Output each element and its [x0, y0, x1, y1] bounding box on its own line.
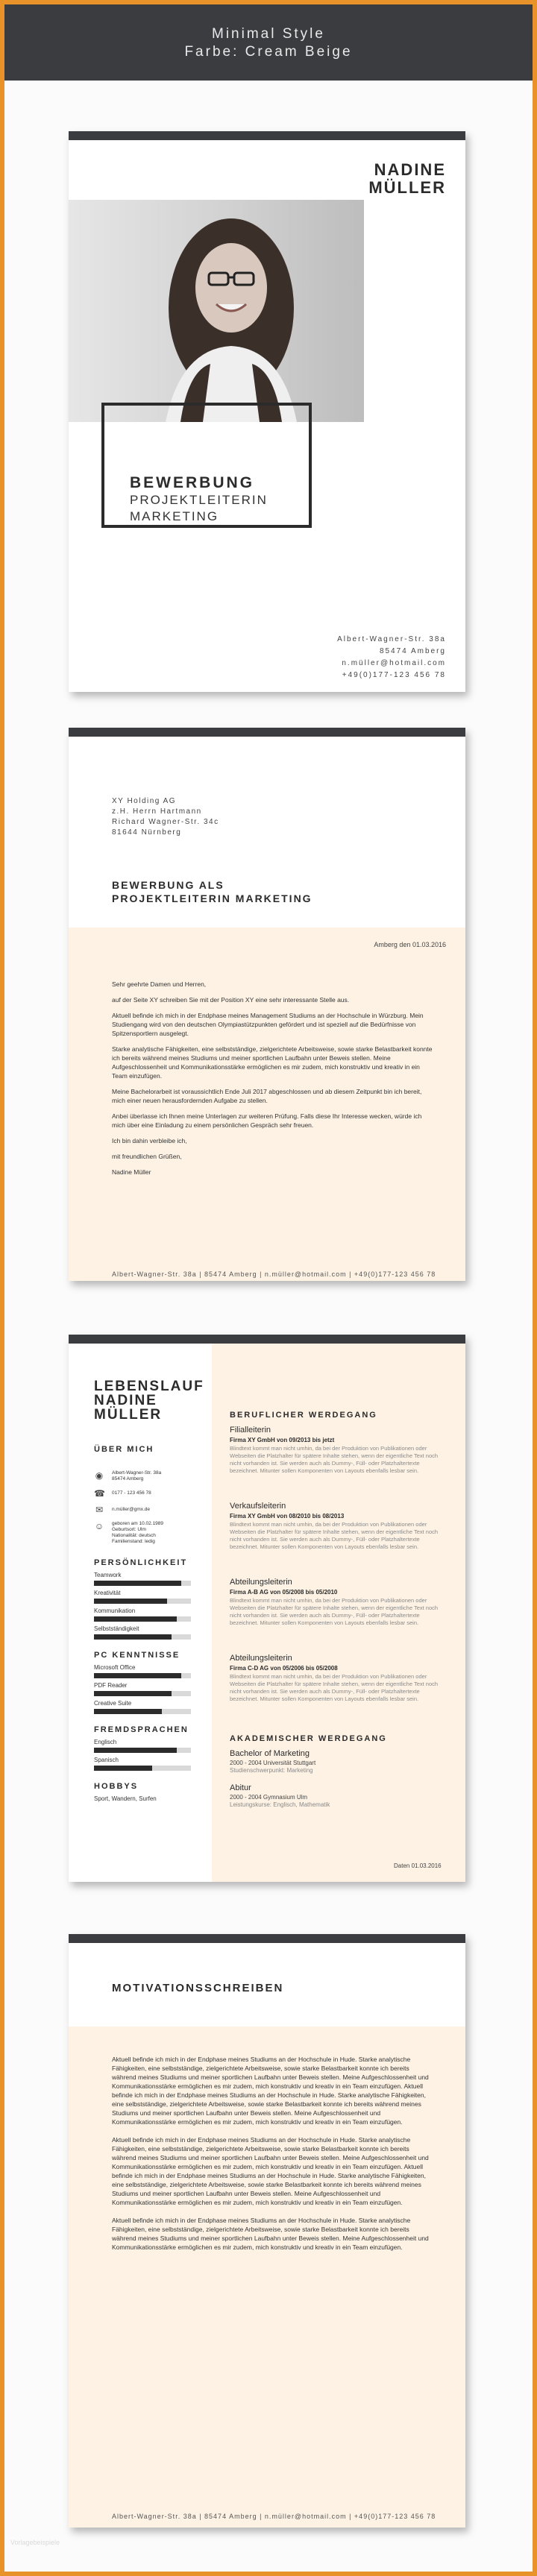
skill-label: Microsoft Office	[94, 1664, 136, 1671]
cover-name	[368, 161, 446, 197]
cover-address	[337, 634, 446, 681]
skill-bar	[94, 1616, 191, 1622]
languages-heading: FREMDSPRACHEN	[94, 1725, 189, 1734]
cover-heading: BEWERBUNG	[130, 474, 254, 491]
letter-signature: Nadine Müller	[112, 1168, 151, 1176]
motivation-page	[69, 1934, 465, 2528]
about-line: 85474 Amberg	[112, 1476, 144, 1481]
recipient-contact: z.H. Herrn Hartmann	[112, 807, 202, 816]
cover-letter-page	[69, 728, 465, 1281]
about-phone: 0177 - 123 456 78	[112, 1490, 151, 1496]
job-title: Abteilungsleiterin	[230, 1578, 292, 1587]
location-icon: ◉	[95, 1470, 104, 1481]
skill-label: PDF Reader	[94, 1682, 128, 1689]
banner-title: Minimal Style	[212, 26, 325, 42]
cv-title-line2: NADINE	[94, 1393, 157, 1408]
job-description: Blindtext kommt man nicht umhin, da bei der Produktion von Publikationen oder Webseiten die Platzhalter für spätere Inhalte stehen, wenn der eigentliche Text noch nicht vorhanden ist. Sie werden auch als Dummy-, Füll- oder Platzhaltertexte bezeichnet. Mitunter sollen Komponenten von Layouts ebenfalls lesbar sein.	[230, 1521, 439, 1550]
about-line: Geburtsort: Ulm	[112, 1527, 146, 1532]
hobbies-heading: HOBBYS	[94, 1782, 139, 1791]
edu-title: Abitur	[230, 1783, 251, 1792]
mail-icon: ✉	[95, 1505, 104, 1515]
cover-position-line2: MARKETING	[130, 509, 219, 523]
recipient-address	[112, 796, 219, 838]
address-phone: +49(0)177-123 456 78	[342, 671, 446, 679]
job-title: Abteilungsleiterin	[230, 1654, 292, 1663]
skill-label: Creative Suite	[94, 1700, 132, 1707]
edu-line: Leistungskurse: Englisch, Mathematik	[230, 1801, 330, 1808]
edu-line: Studienschwerpunkt: Marketing	[230, 1767, 313, 1774]
skill-bar	[94, 1581, 191, 1586]
letter-paragraph: auf der Seite XY schreiben Sie mit der Position XY eine sehr interessante Stelle aus.	[112, 996, 350, 1004]
person-icon: ☺	[94, 1521, 104, 1531]
cv-page	[69, 1335, 465, 1882]
skill-bar	[94, 1709, 191, 1714]
motivation-paragraph: Aktuell befinde ich mich in der Endphase meines Studiums an der Hochschule in Hude. Starke analytische Fähigkeiten, eine selbstständige, zielgerichtete Arbeitsweise, sowie starke Belastbarkeit konnte ich bereits während meines Studiums und meiner sportlichen Laufbahn unter Beweis stellen. Meine Aufgeschlossenheit und Kommunikationsstärke ermöglichen es mir zudem, mich konstruktiv und kreativ in ein Team einzufügen. Aktuell befinde ich mich in der Endphase meines Studiums an der Hochschule in Hude. Starke analytische Fähigkeiten, eine selbstständige, zielgerichtete Arbeitsweise, sowie starke Belastbarkeit konnte ich bereits während meines Studiums und meiner sportlichen Laufbahn unter Beweis stellen. Meine Aufgeschlossenheit und Kommunikationsstärke ermöglichen es mir zudem, mich konstruktiv und kreativ in ein Team einzufügen.	[112, 2136, 429, 2206]
letter-closing: mit freundlichen Grüßen,	[112, 1153, 182, 1160]
about-heading: ÜBER MICH	[94, 1445, 154, 1454]
education-heading: AKADEMISCHER WERDEGANG	[230, 1734, 387, 1743]
cv-date: Daten 01.03.2016	[394, 1862, 442, 1869]
job-company: Firma C-D AG von 05/2006 bis 05/2008	[230, 1665, 338, 1672]
motivation-footer: Albert-Wagner-Str. 38a | 85474 Amberg | n.müller@hotmail.com | +49(0)177-123 456 78	[112, 2513, 436, 2520]
letter-footer: Albert-Wagner-Str. 38a | 85474 Amberg | n.müller@hotmail.com | +49(0)177-123 456 78	[112, 1270, 436, 1278]
motivation-title: MOTIVATIONSSCHREIBEN	[112, 1982, 284, 1994]
skill-label: Kommunikation	[94, 1607, 136, 1614]
motivation-body-area	[69, 2027, 465, 2528]
cv-sidebar	[69, 1344, 212, 1882]
phone-icon: ☎	[94, 1488, 105, 1499]
letter-paragraph: Starke analytische Fähigkeiten, eine selbstständige, zielgerichtete Arbeitsweise, sowie starke Belastbarkeit konnte ich bereits während meines Studiums und meiner sportlichen Laufbahn unter Beweis stellen. Meine Aufgeschlossenheit und Kommunikationsstärke ermöglichen es mir zudem, mich konstruktiv und kreativ in ein Team einzufügen.	[112, 1045, 433, 1080]
banner-subtitle: Farbe: Cream Beige	[184, 44, 353, 60]
skill-label: Kreativität	[94, 1590, 121, 1596]
about-address	[112, 1470, 161, 1482]
skill-bar	[94, 1766, 191, 1771]
cover-page	[69, 131, 465, 692]
cover-position-line1: PROJEKTLEITERIN	[130, 493, 268, 507]
watermark: Vorlagebeispiele	[10, 2539, 60, 2546]
job-description: Blindtext kommt man nicht umhin, da bei der Produktion von Publikationen oder Webseiten die Platzhalter für spätere Inhalte stehen, wenn der eigentliche Text noch nicht vorhanden ist. Sie werden auch als Dummy-, Füll- oder Platzhaltertexte bezeichnet. Mitunter sollen Komponenten von Layouts ebenfalls lesbar sein.	[230, 1597, 439, 1626]
skill-bar	[94, 1748, 191, 1753]
work-heading: BERUFLICHER WERDEGANG	[230, 1411, 377, 1420]
title-banner	[4, 4, 533, 81]
about-personal	[112, 1521, 163, 1545]
letter-paragraph: Aktuell befinde ich mich in der Endphase meines Management Studiums an der Hochschule in Würzburg. Mein Studiengang wird von den deutschen Olympiastützpunkten gefördert und ist speziell auf die Bedürfnisse von Spitzensportlern ausgelegt.	[112, 1012, 424, 1037]
skill-label: Teamwork	[94, 1572, 122, 1578]
cover-last-name: MÜLLER	[368, 178, 446, 197]
personality-heading: PERSÖNLICHKEIT	[94, 1558, 188, 1567]
letter-body	[112, 980, 433, 1183]
cover-first-name: NADINE	[374, 160, 446, 179]
skill-bar	[94, 1599, 191, 1604]
job-company: Firma A-B AG von 05/2008 bis 05/2010	[230, 1589, 338, 1596]
skill-label: Spanisch	[94, 1757, 119, 1763]
letter-paragraph: Anbei überlasse ich Ihnen meine Unterlagen zur weiteren Prüfung. Falls diese Ihr Interesse wecken, würde ich mich über eine Einladung zu einem persönlichen Gespräch sehr freuen.	[112, 1112, 422, 1129]
job-description: Blindtext kommt man nicht umhin, da bei der Produktion von Publikationen oder Webseiten die Platzhalter für spätere Inhalte stehen, wenn der eigentliche Text noch nicht vorhanden ist. Sie werden auch als Dummy-, Füll- oder Platzhaltertexte bezeichnet. Mitunter sollen Komponenten von Layouts ebenfalls lesbar sein.	[230, 1445, 439, 1474]
skill-bar	[94, 1634, 191, 1640]
portrait-illustration	[69, 200, 364, 422]
letter-body-area	[69, 928, 465, 1281]
hobbies-text: Sport, Wandern, Surfen	[94, 1795, 157, 1802]
cv-title-line1: LEBENSLAUF	[94, 1379, 204, 1394]
letter-paragraph: Meine Bachelorarbeit ist voraussichtlich Ende Juli 2017 abgeschlossen und ab diesem Zeitpunkt bin ich bereit, mich einer neuen herausfordernden Aufgabe zu stellen.	[112, 1088, 422, 1104]
motivation-paragraph: Aktuell befinde ich mich in der Endphase meines Studiums an der Hochschule in Hude. Starke analytische Fähigkeiten, eine selbstständige, zielgerichtete Arbeitsweise, sowie starke Belastbarkeit konnte ich bereits während meines Studiums und meiner sportlichen Laufbahn unter Beweis stellen. Meine Aufgeschlossenheit und Kommunikationsstärke ermöglichen es mir zudem, mich konstruktiv und kreativ in ein Team einzufügen. Aktuell befinde ich mich in der Endphase meines Studiums an der Hochschule in Hude. Starke analytische Fähigkeiten, eine selbstständige, zielgerichtete Arbeitsweise, sowie starke Belastbarkeit konnte ich bereits während meines Studiums und meiner sportlichen Laufbahn unter Beweis stellen. Meine Aufgeschlossenheit und Kommunikationsstärke ermöglichen es mir zudem, mich konstruktiv und kreativ in ein Team einzufügen.	[112, 2056, 429, 2126]
about-line: Nationalität: deutsch	[112, 1533, 156, 1538]
recipient-city: 81644 Nürnberg	[112, 828, 182, 837]
job-title: Filialleiterin	[230, 1426, 271, 1435]
job-description: Blindtext kommt man nicht umhin, da bei der Produktion von Publikationen oder Webseiten die Platzhalter für spätere Inhalte stehen, wenn der eigentliche Text noch nicht vorhanden ist. Sie werden auch als Dummy-, Füll- oder Platzhaltertexte bezeichnet. Mitunter sollen Komponenten von Layouts ebenfalls lesbar sein.	[230, 1673, 439, 1702]
recipient-street: Richard Wagner-Str. 34c	[112, 818, 219, 826]
cv-main	[212, 1344, 465, 1882]
about-line: geboren am 10.02.1989	[112, 1521, 164, 1526]
about-email: n.müller@gmx.de	[112, 1507, 151, 1512]
edu-line: 2000 - 2004 Universität Stuttgart	[230, 1760, 316, 1766]
letter-date: Amberg den 01.03.2016	[374, 941, 446, 948]
address-email: n.müller@hotmail.com	[342, 659, 446, 667]
about-line: Familienstand: ledig	[112, 1539, 155, 1544]
address-street: Albert-Wagner-Str. 38a	[337, 635, 446, 643]
edu-line: 2000 - 2004 Gymnasium Ulm	[230, 1794, 308, 1801]
skill-bar	[94, 1691, 191, 1696]
about-line: Albert-Wagner-Str. 38a	[112, 1470, 162, 1476]
skill-label: Englisch	[94, 1739, 117, 1745]
cv-title	[94, 1379, 204, 1422]
recipient-company: XY Holding AG	[112, 797, 177, 805]
skill-label: Selbstständigkeit	[94, 1625, 139, 1632]
letter-subject	[112, 878, 313, 905]
address-city: 85474 Amberg	[379, 647, 446, 655]
skill-bar	[94, 1673, 191, 1678]
cv-title-line3: MÜLLER	[94, 1407, 163, 1423]
subject-line1: BEWERBUNG ALS	[112, 879, 224, 891]
pc-heading: PC KENNTNISSE	[94, 1651, 180, 1660]
job-company: Firma XY GmbH von 08/2010 bis 08/2013	[230, 1513, 345, 1520]
portrait-photo	[69, 200, 364, 422]
letter-salutation: Sehr geehrte Damen und Herren,	[112, 980, 207, 988]
edu-title: Bachelor of Marketing	[230, 1749, 310, 1758]
job-title: Verkaufsleiterin	[230, 1502, 286, 1511]
job-company: Firma XY GmbH von 09/2013 bis jetzt	[230, 1437, 335, 1443]
subject-line2: PROJEKTLEITERIN MARKETING	[112, 892, 313, 904]
cover-position	[130, 492, 268, 525]
motivation-body	[112, 2055, 433, 2261]
motivation-paragraph: Aktuell befinde ich mich in der Endphase meines Studiums an der Hochschule in Hude. Starke analytische Fähigkeiten, eine selbstständige, zielgerichtete Arbeitsweise, sowie starke Belastbarkeit konnte ich bereits während meines Studiums und meiner sportlichen Laufbahn unter Beweis stellen. Meine Aufgeschlossenheit und Kommunikationsstärke ermöglichen es mir zudem, mich konstruktiv und kreativ in ein Team einzufügen.	[112, 2217, 429, 2251]
letter-paragraph: Ich bin dahin verbleibe ich,	[112, 1137, 187, 1144]
